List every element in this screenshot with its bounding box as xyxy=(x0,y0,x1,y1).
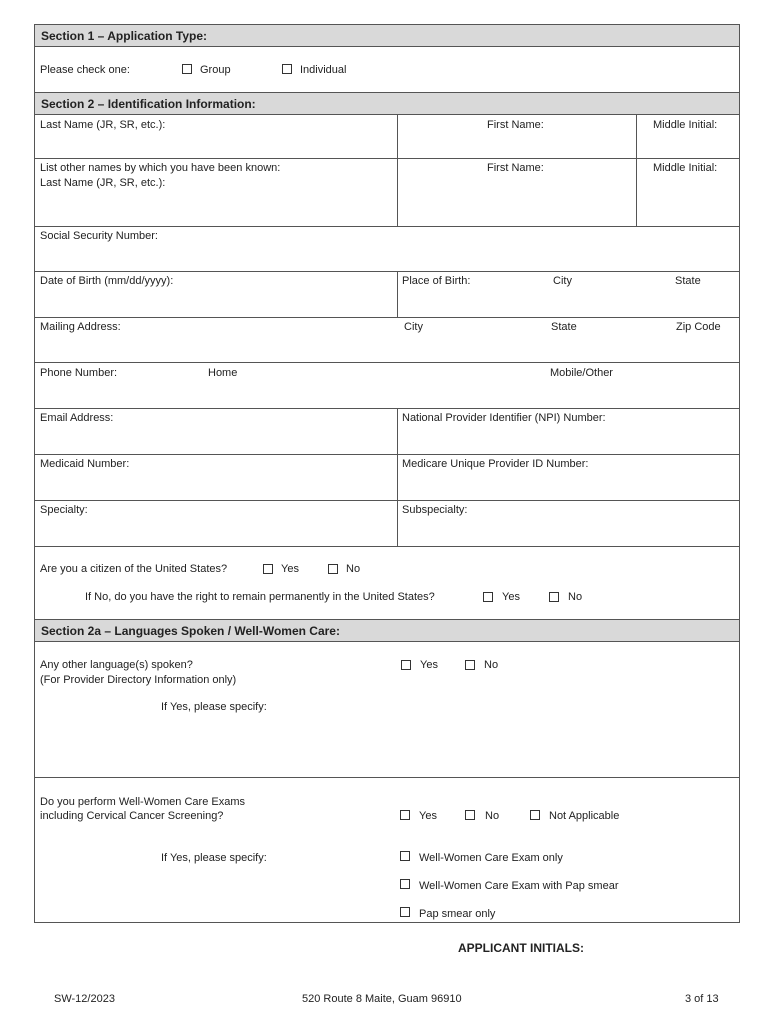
wwc-not-applicable-checkbox[interactable] xyxy=(530,810,540,820)
other-middle-initial-label: Middle Initial: xyxy=(653,162,718,174)
pap-only-checkbox[interactable] xyxy=(400,907,410,917)
middle-initial-label: Middle Initial: xyxy=(653,119,718,131)
remain-no-label: No xyxy=(568,591,583,603)
language-yes-checkbox[interactable] xyxy=(401,660,411,670)
wwc-no-checkbox[interactable] xyxy=(465,810,475,820)
citizen-question: Are you a citizen of the United States? xyxy=(40,563,228,575)
section-1-heading xyxy=(35,25,739,46)
dob-label: Date of Birth (mm/dd/yyyy): xyxy=(40,275,174,287)
other-last-name-label: Last Name (JR, SR, etc.): xyxy=(40,177,166,189)
wwc-no-label: No xyxy=(485,810,500,822)
wwc-not-applicable-label: Not Applicable xyxy=(549,810,620,822)
application-type-prompt: Please check one: xyxy=(40,64,130,76)
footer-form-code: SW-12/2023 xyxy=(54,993,115,1005)
subspecialty-label: Subspecialty: xyxy=(402,504,468,516)
exam-pap-checkbox[interactable] xyxy=(400,879,410,889)
citizen-no-checkbox[interactable] xyxy=(328,564,338,574)
ssn-label: Social Security Number: xyxy=(40,230,158,242)
phone-mobile-label: Mobile/Other xyxy=(550,367,613,379)
language-no-checkbox[interactable] xyxy=(465,660,475,670)
individual-label: Individual xyxy=(300,64,347,76)
section-2-heading xyxy=(35,93,739,114)
remain-no-checkbox[interactable] xyxy=(549,592,559,602)
section-1-title: Section 1 – Application Type: xyxy=(41,28,208,43)
last-name-label: Last Name (JR, SR, etc.): xyxy=(40,119,166,131)
individual-checkbox[interactable] xyxy=(282,64,292,74)
section-2a-heading xyxy=(35,620,739,641)
language-specify-label: If Yes, please specify: xyxy=(161,701,267,713)
other-names-label: List other names by which you have been known: xyxy=(40,162,281,174)
language-question-note: (For Provider Directory Information only) xyxy=(40,674,237,686)
npi-label: National Provider Identifier (NPI) Number: xyxy=(402,412,606,424)
group-label: Group xyxy=(200,64,231,76)
footer-page-number: 3 of 13 xyxy=(685,993,719,1005)
other-first-name-label: First Name: xyxy=(487,162,544,174)
medicare-label: Medicare Unique Provider ID Number: xyxy=(402,458,589,470)
remain-yes-checkbox[interactable] xyxy=(483,592,493,602)
mail-zip-label: Zip Code xyxy=(676,321,721,333)
wwc-yes-label: Yes xyxy=(419,810,437,822)
pob-state-label: State xyxy=(675,275,701,287)
phone-home-label: Home xyxy=(208,367,238,379)
exam-pap-label: Well-Women Care Exam with Pap smear xyxy=(419,880,619,892)
application-form xyxy=(34,24,740,923)
medicaid-label: Medicaid Number: xyxy=(40,458,130,470)
section-2-title: Section 2 – Identification Information: xyxy=(41,96,256,111)
exam-only-label: Well-Women Care Exam only xyxy=(419,852,563,864)
pap-only-label: Pap smear only xyxy=(419,908,496,920)
first-name-label: First Name: xyxy=(487,119,544,131)
mailing-address-label: Mailing Address: xyxy=(40,321,121,333)
wwc-specify-label: If Yes, please specify: xyxy=(161,852,267,864)
citizen-yes-label: Yes xyxy=(281,563,299,575)
language-no-label: No xyxy=(484,659,499,671)
section-2a-title: Section 2a – Languages Spoken / Well-Women Care: xyxy=(41,623,340,638)
pob-city-label: City xyxy=(553,275,572,287)
citizen-yes-checkbox[interactable] xyxy=(263,564,273,574)
language-yes-label: Yes xyxy=(420,659,438,671)
email-label: Email Address: xyxy=(40,412,114,424)
language-question: Any other language(s) spoken? xyxy=(40,659,193,671)
mail-state-label: State xyxy=(551,321,577,333)
phone-label: Phone Number: xyxy=(40,367,118,379)
footer-address: 520 Route 8 Maite, Guam 96910 xyxy=(302,993,462,1005)
remain-question: If No, do you have the right to remain permanently in the United States? xyxy=(85,591,435,603)
specialty-label: Specialty: xyxy=(40,504,88,516)
wwc-yes-checkbox[interactable] xyxy=(400,810,410,820)
wwc-question: Do you perform Well-Women Care Exams xyxy=(40,796,245,808)
applicant-initials-label: APPLICANT INITIALS: xyxy=(458,941,584,955)
citizen-no-label: No xyxy=(346,563,361,575)
place-of-birth-label: Place of Birth: xyxy=(402,275,471,287)
exam-only-checkbox[interactable] xyxy=(400,851,410,861)
remain-yes-label: Yes xyxy=(502,591,520,603)
group-checkbox[interactable] xyxy=(182,64,192,74)
wwc-question-line2: including Cervical Cancer Screening? xyxy=(40,810,224,822)
mail-city-label: City xyxy=(404,321,423,333)
